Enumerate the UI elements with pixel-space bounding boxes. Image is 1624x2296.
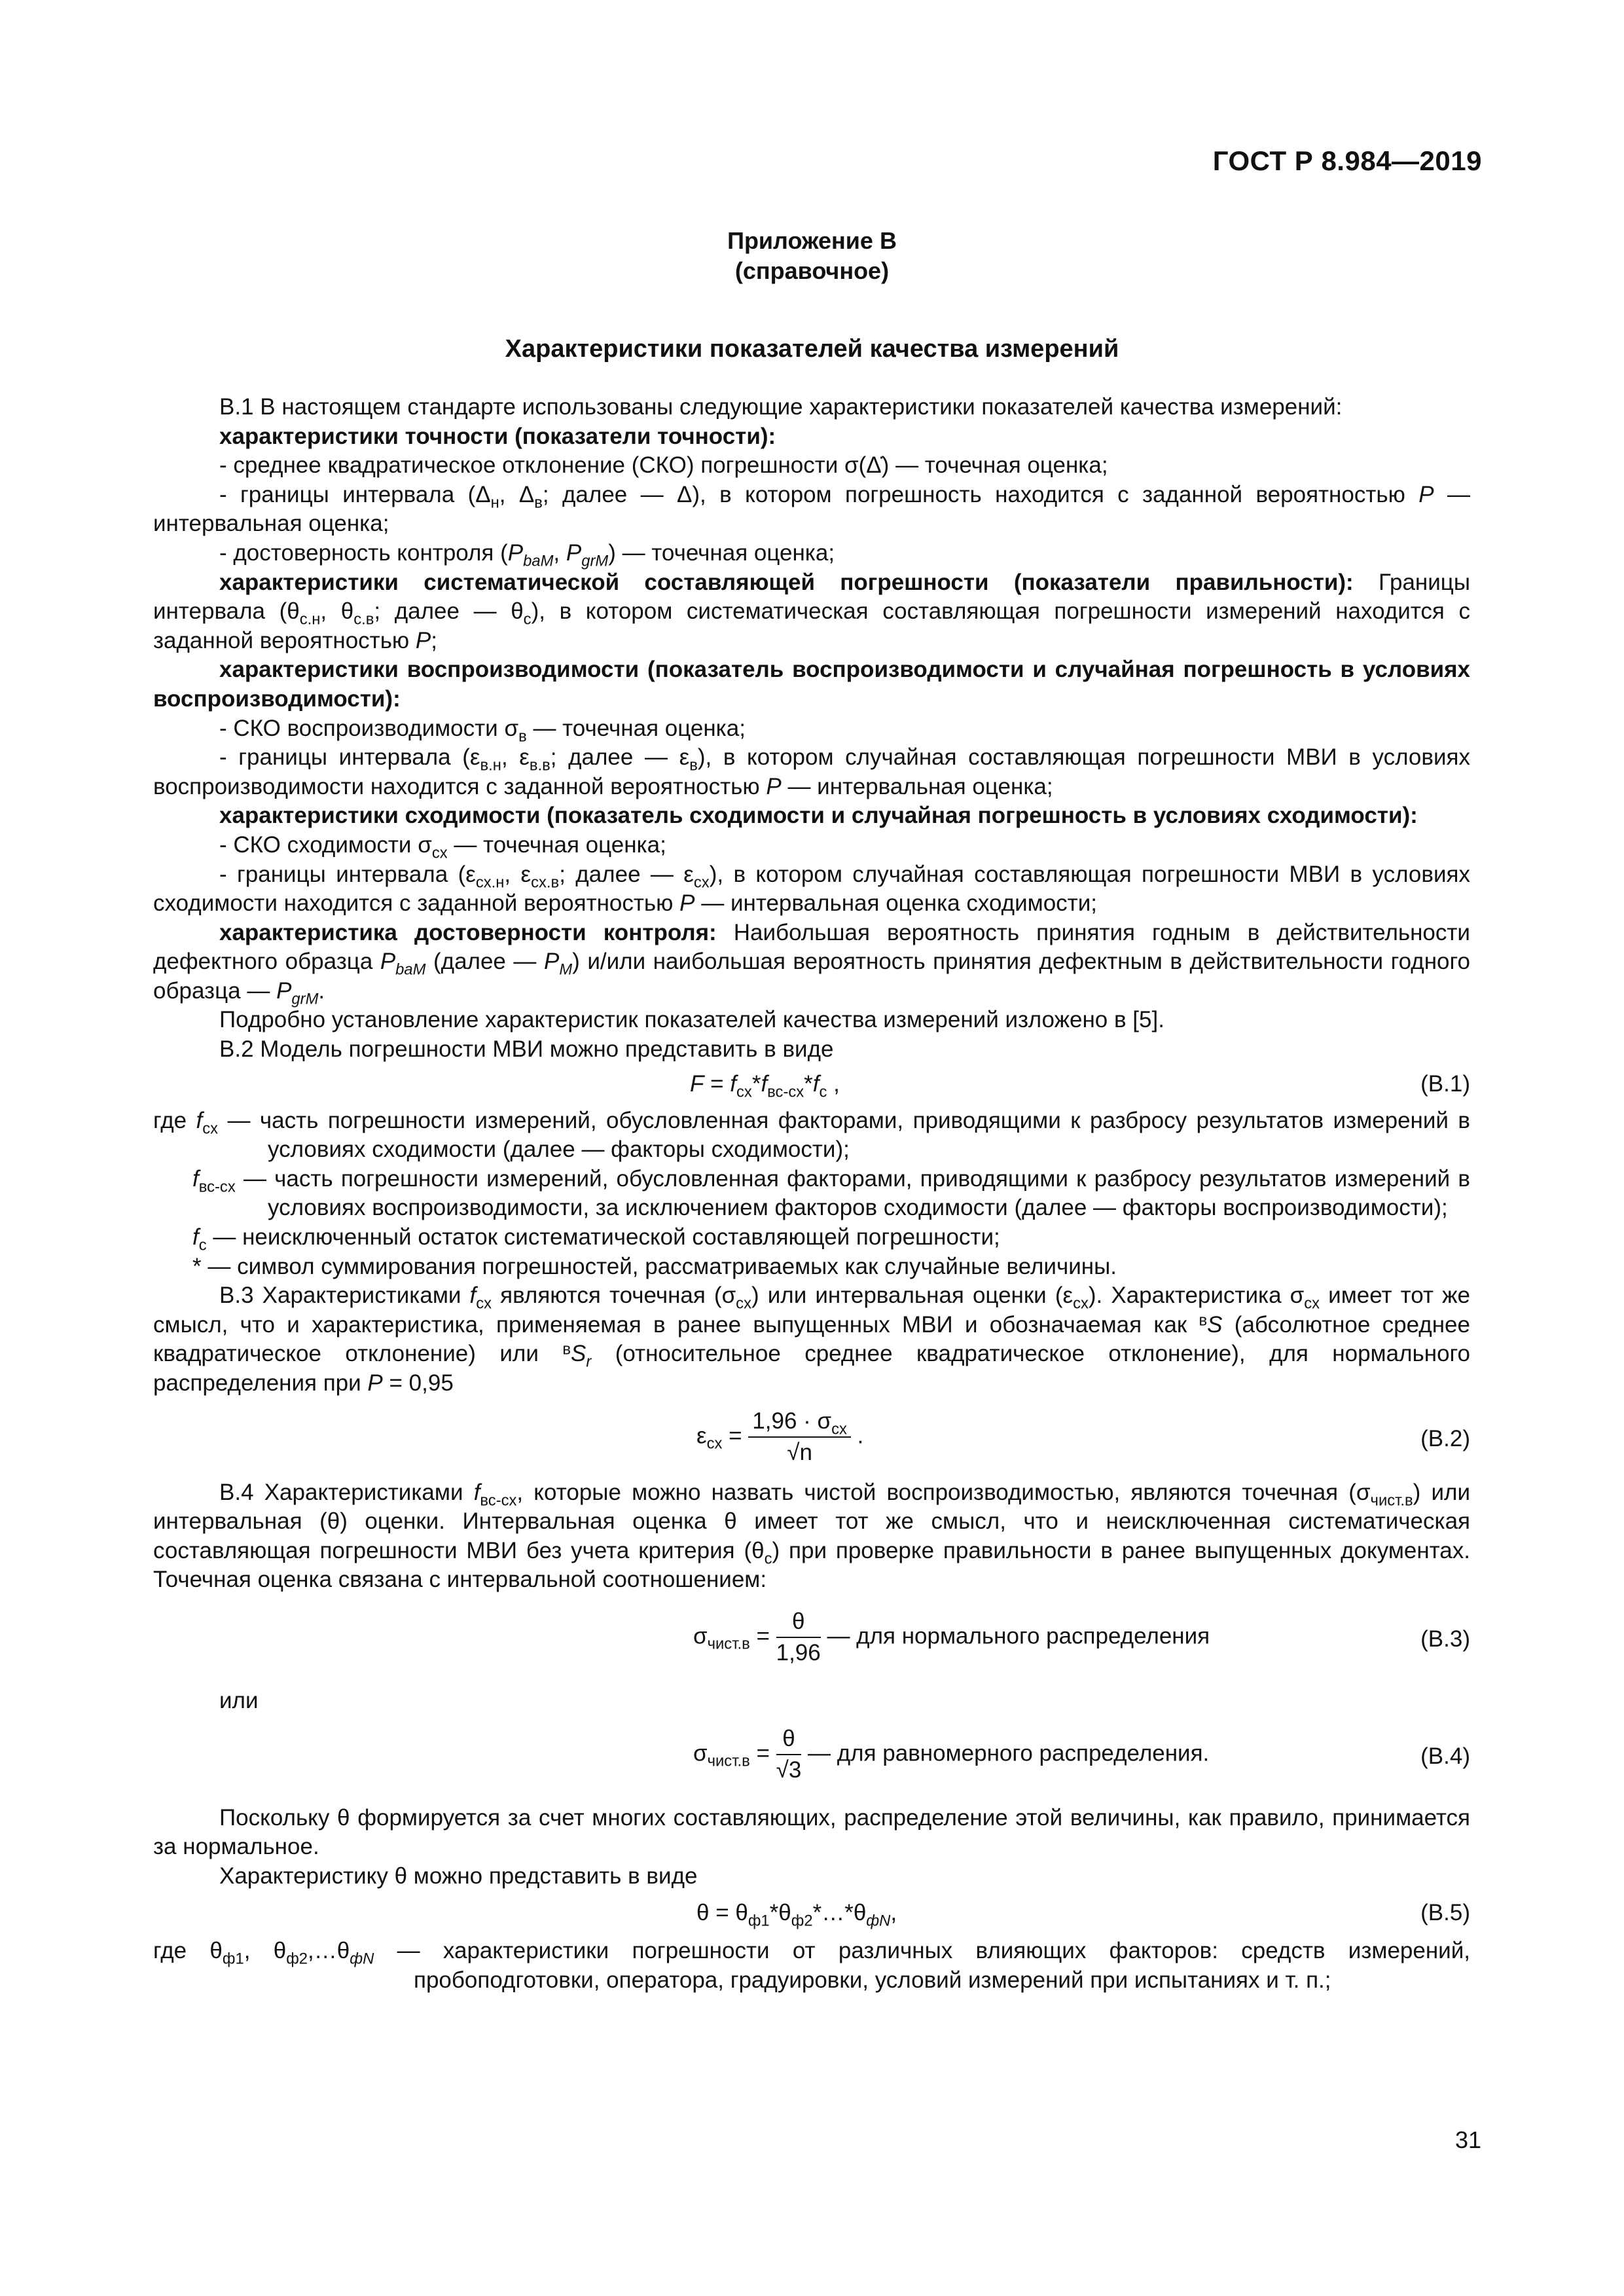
systematic-paragraph: характеристики систематической составляющей погрешности (показатели правильности): Границы интервала ($\theta_{с.н}$, $\theta_{с.в}$; далее — $\theta_с$), в котором систематическая составляющая погрешности измерений находится с заданной вероятностью P; [153, 569, 1471, 653]
reliability-paragraph: характеристика достоверности контроля: Наибольшая вероятность принятия годным в действительности дефектного образца $P_{baM}$ (далее — $P_M$) и/или наибольшая вероятность принятия дефектным в действительности годного образца — $P_{grM}$. [153, 919, 1470, 1008]
convergence-item-1: - СКО сходимости $\sigma_{сх}$ — точечная оценка; [219, 831, 666, 862]
formula-b5-number: (В.5) [1420, 1900, 1470, 1926]
page-number: 31 [1454, 2126, 1481, 2153]
reproducibility-heading: характеристики воспроизводимости (показатель воспроизводимости и случайная погрешность в условиях воспроизводимости): [153, 657, 1470, 712]
where-theta: где $\theta_{ф1}$, $\theta_{ф2},\dots\theta_{фN}$ — характеристики погрешности от различных влияющих факторов: средств измерений, пробоподготовки, оператора, градуировки, условий измерений при испытаниях и т. п.; [153, 1938, 1470, 1993]
formula-b3 [153, 1595, 1470, 1686]
accuracy-item-1: - среднее квадратическое отклонение (СКО) погрешности σ(Δ̇) — точечная оценка; [219, 452, 1108, 479]
formula-b3-number: (В.3) [1420, 1626, 1470, 1652]
paragraph-b2-intro: В.2 Модель погрешности МВИ можно представить в виде [219, 1036, 834, 1063]
where-f-c: $f_с$ — неисключенный остаток систематической составляющей погрешности; [192, 1224, 1000, 1254]
detail-reference: Подробно установление характеристик показателей качества измерений изложено в [5]. [219, 1007, 1164, 1033]
formula-b1 [153, 1065, 1470, 1106]
paragraph-b4: В.4 Характеристиками $f_{вс-сх}$, которые можно назвать чистой воспроизводимостью, являются точечная $(\sigma_{чист.в})$ или интервальная (θ) оценки. Интервальная оценка θ имеет тот же смысл, что и неисключенная систематическая составляющая погрешности МВИ без учета критерия $(\theta_с)$ при проверке правильности в ранее выпущенных документах. Точечная оценка связана с интервальной соотношением: [153, 1479, 1471, 1593]
accuracy-item-2: - границы интервала ($\Delta_н$, $\Delta_в$; далее — Δ), в котором погрешность находится с заданной вероятностью P — интервальная оценка; [153, 481, 1470, 537]
document-body [153, 393, 1470, 1995]
formula-b2-number: (В.2) [1420, 1425, 1470, 1451]
standard-header: ГОСТ Р 8.984—2019 [1212, 145, 1482, 176]
formula-b5-expression: $\theta = \theta_{ф1}*\theta_{ф2}*\dots*\theta_{фN}$, [696, 1900, 897, 1930]
formula-b1-expression: $F = f_{сх}*f_{вс-сх}*f_с$ , [690, 1070, 840, 1101]
formula-b2-expression: $\varepsilon_{сх}$ = $\frac{1,96 \cdot \sigma_{сх}}{√n}$ . [696, 1406, 863, 1468]
convergence-item-2: - границы интервала ($\varepsilon_{сх.н}$, $\varepsilon_{сх.в}$; далее — $\varepsilon_{сх}$), в котором случайная составляющая погрешности МВИ в условиях сходимости находится с заданной вероятностью P — интервальная оценка сходимости; [153, 861, 1470, 917]
paragraph-theta-normal: Поскольку θ формируется за счет многих составляющих, распределение этой величины, как правило, принимается за нормальное. [153, 1804, 1470, 1860]
paragraph-b1-intro: В.1 В настоящем стандарте использованы следующие характеристики показателей качества измерений: [219, 394, 1343, 420]
appendix-type: (справочное) [734, 257, 890, 284]
where-f-vs-cx: $f_{вс-сх}$ — часть погрешности измерений, обусловленная факторами, приводящими к разбросу результатов измерений в условиях воспроизводимости, за исключением факторов сходимости (далее — факторы воспроизводимости); [192, 1165, 1470, 1221]
paragraph-b3: В.3 Характеристиками $f_{сх}$ являются точечная $(\sigma_{сх})$ или интервальная оценки $(\varepsilon_{сх})$. Характеристика $\sigma_{сх}$ имеет тот же смысл, что и характеристика, применяемая в ранее выпущенных МВИ и обозначаемая как $^в$S (абсолютное среднее квадратическое отклонение) или $^вS_r$ (относительное среднее квадратическое отклонение), для нормального распределения при P = 0,95 [153, 1283, 1471, 1396]
formula-b1-number: (В.1) [1420, 1070, 1470, 1097]
accuracy-item-3: - достоверность контроля ($P_{baM}$, $P_{grM}$) — точечная оценка; [219, 539, 835, 570]
appendix-label: Приложение В [727, 227, 897, 254]
formula-b3-expression: $\sigma_{чист.в}$ = $\frac{\theta}{1,96}$ — для нормального распределения [693, 1607, 1210, 1668]
where-f-cx: где $f_{сх}$ — часть погрешности измерений, обусловленная факторами, приводящими к разбросу результатов измерений в условиях сходимости (далее — факторы сходимости); [153, 1107, 1471, 1163]
reproducibility-item-1: - СКО воспроизводимости $\sigma_в$ — точечная оценка; [219, 715, 746, 745]
formula-b4-expression: $\sigma_{чист.в}$ = $\frac{\theta}{√3}$ — для равномерного распределения. [693, 1724, 1209, 1785]
section-title: Характеристики показателей качества измерений [505, 335, 1119, 363]
or-word: или [219, 1687, 259, 1713]
reproducibility-item-2: - границы интервала ($\varepsilon_{в.н}$, $\varepsilon_{в.в}$; далее — $\varepsilon_в$), в котором случайная составляющая погрешности МВИ в условиях воспроизводимости находится с заданной вероятностью P — интервальная оценка; [153, 744, 1470, 799]
where-star: * — символ суммирования погрешностей, рассматриваемых как случайные величины. [192, 1253, 1117, 1279]
appendix-heading [0, 226, 1624, 286]
formula-b5 [153, 1891, 1470, 1937]
formula-b4 [153, 1716, 1470, 1804]
accuracy-heading: характеристики точности (показатели точности): [219, 423, 776, 449]
paragraph-theta-form: Характеристику θ можно представить в виде [219, 1863, 698, 1889]
formula-b2 [153, 1398, 1470, 1478]
formula-b4-number: (В.4) [1420, 1743, 1470, 1769]
convergence-heading: характеристики сходимости (показатель сходимости и случайная погрешность в условиях сходимости): [219, 803, 1418, 829]
